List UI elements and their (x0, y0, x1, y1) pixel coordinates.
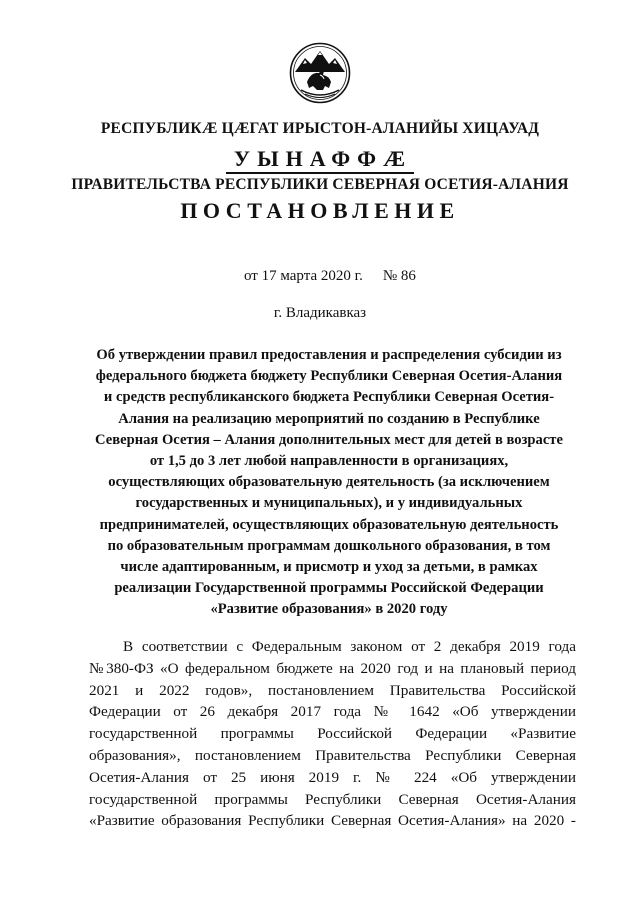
body-paragraph (89, 636, 576, 832)
title-line: осуществляющих образовательную деятельность (за исключением (108, 474, 550, 491)
header-russian-government: ПРАВИТЕЛЬСТВА РЕСПУБЛИКИ СЕВЕРНАЯ ОСЕТИЯ-АЛАНИЯ (71, 176, 569, 193)
body-line: Осетия-Алания от 25 июня 2019 г. № 224 «Об утверждении (89, 768, 576, 786)
title-line: от 1,5 до 3 лет любой направленности в организациях, (149, 453, 509, 470)
body-line: государственной программы Республики Северная Осетия-Алания (89, 790, 576, 808)
document-date: от 17 марта 2020 г. (244, 268, 363, 284)
header-russian-doc-type: ПОСТАНОВЛЕНИЕ (180, 198, 460, 223)
document-city: г. Владикавказ (273, 305, 367, 321)
body-line: государственной программы Российской Федерации «Развитие (89, 725, 576, 743)
body-line: «Развитие образования Республики Северная Осетия-Алания» на 2020 - (89, 812, 576, 830)
document-number: № 86 (382, 268, 416, 284)
body-line: №380-ФЗ «О федеральном бюджете на 2020 год и на плановый период (89, 659, 576, 677)
title-line: «Развитие образования» в 2020 году (210, 601, 448, 618)
body-line: Федерации от 26 декабря 2017 года № 1642 «Об утверждении (89, 703, 576, 721)
title-line: Северная Осетия – Алания дополнительных мест для детей в возрасте (95, 431, 563, 448)
body-line: В соответствии с Федеральным законом от 2 декабря 2019 года (123, 638, 576, 655)
header-ossetian-doc-type-text: УЫНАФФӔ (226, 147, 414, 174)
title-line: федерального бюджета бюджету Республики Северная Осетия-Алания (95, 368, 563, 385)
body-line: образования», постановлением Правительства Республики Северная (89, 746, 576, 764)
title-line: государственных и муниципальных), и у индивидуальных (135, 495, 523, 512)
date-number-line (244, 268, 416, 285)
header-ossetian-doc-type (0, 146, 640, 174)
document-title (86, 345, 572, 621)
title-line: Алания на реализацию мероприятий по созданию в Республике (118, 410, 540, 427)
title-line: по образовательным программам дошкольного образования, в том (107, 537, 551, 554)
title-line: предпринимателей, осуществляющих образовательную деятельность (99, 516, 559, 533)
title-line: числе адаптированным, и присмотр и уход за детьми, в рамках (120, 559, 538, 576)
coat-of-arms-emblem (289, 42, 351, 104)
title-line: Об утверждении правил предоставления и распределения субсидии из (96, 347, 562, 363)
title-line: и средств республиканского бюджета Республики Северная Осетия- (103, 389, 555, 406)
title-line: реализации Государственной программы Российской Федерации (114, 580, 544, 597)
header-ossetian-republic: РЕСПУБЛИКӔ ЦӔГАТ ИРЫСТОН-АЛАНИЙЫ ХИЦАУАД (100, 120, 540, 137)
body-line: 2021 и 2022 годов», постановлением Правительства Российской (89, 681, 576, 699)
